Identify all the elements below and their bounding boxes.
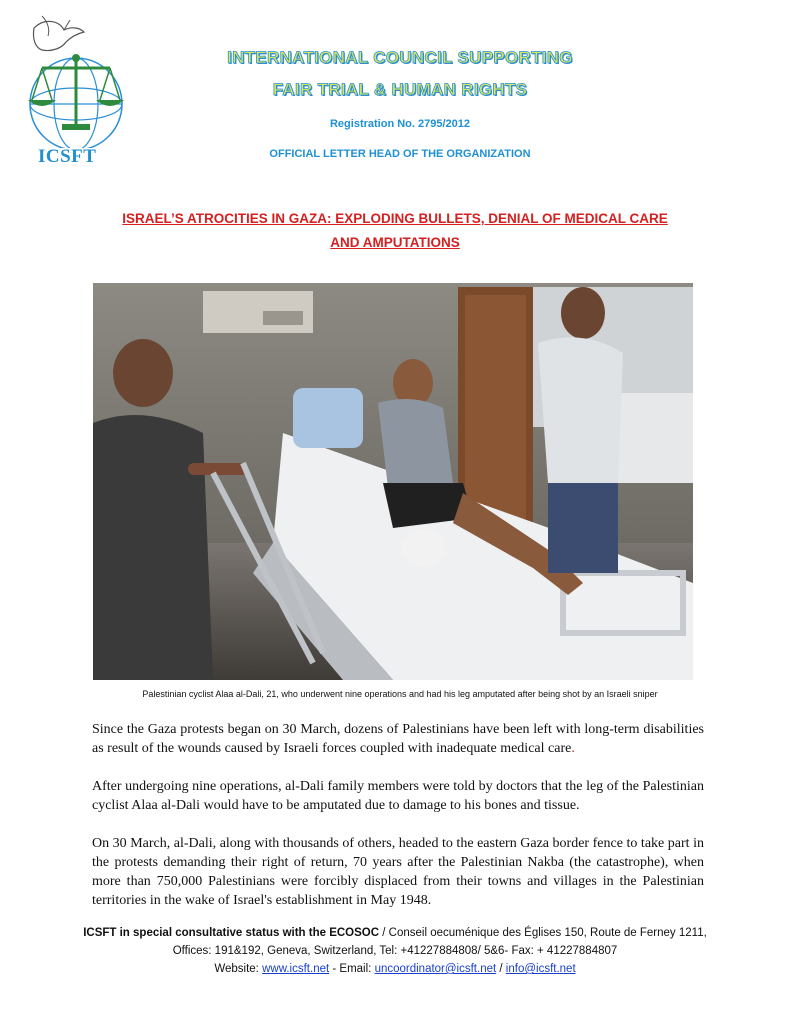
hospital-scene-image (93, 283, 693, 680)
website-link[interactable]: www.icsft.net (262, 963, 330, 975)
organization-title-line2: FAIR TRIAL & HUMAN RIGHTS (272, 80, 528, 99)
footer-separator: / (496, 963, 506, 975)
registration-number: Registration No. 2795/2012 (329, 118, 470, 130)
email-link-uncoordinator[interactable]: uncoordinator@icsft.net (374, 963, 497, 975)
footer-address: / Conseil oecuménique des Églises 150, Route de Ferney 1211, Offices: 191&192, Geneva, Switzerland, Tel: +41227884808/ 5&6- Fax: + 41227884807 (172, 927, 707, 957)
footer-email-label: - Email: (329, 963, 375, 975)
official-letterhead-label: OFFICIAL LETTER HEAD OF THE ORGANIZATION (269, 148, 531, 160)
paragraph-2: After undergoing nine operations, al-Dali family members were told by doctors that the leg of the Palestinian cyclist Alaa al-Dali would have to be amputated due to damage to his bones and tissue. (92, 779, 704, 813)
footer-consultative-status: ICSFT in special consultative status with the ECOSOC (83, 927, 380, 939)
paragraph-1 (92, 720, 704, 758)
email-link-info[interactable]: info@icsft.net (505, 963, 576, 975)
logo-text: ICSFT (38, 146, 97, 167)
paragraph-1-period: . (571, 741, 575, 756)
paragraph-3: On 30 March, al-Dali, along with thousands of others, headed to the eastern Gaza border fence to take part in the protests demanding their right of return, 70 years after the Palestinian Nakba (the catastrophe), when more than 750,000 Palestinians were forcibly displaced from their towns and villages in the Palestinian territories in the wake of Israel's establishment in May 1948. (92, 836, 704, 908)
footer-website-label: Website: (214, 963, 263, 975)
organization-title-line1: INTERNATIONAL COUNCIL SUPPORTING (227, 48, 573, 67)
article-photo (93, 283, 693, 680)
letterhead-footer (80, 924, 710, 978)
photo-caption: Palestinian cyclist Alaa al-Dali, 21, who underwent nine operations and had his leg amputated after being shot by an Israeli sniper (142, 689, 658, 699)
headline-line2: AND AMPUTATIONS (330, 235, 460, 250)
scales-globe-icon (14, 8, 134, 148)
article-headline (80, 207, 710, 255)
paragraph-1-text: Since the Gaza protests began on 30 March, dozens of Palestinians have been left with long-term disabilities as result of the wounds caused by Israeli forces coupled with inadequate medical care (92, 722, 704, 756)
headline-line1: ISRAEL’S ATROCITIES IN GAZA: EXPLODING BULLETS, DENIAL OF MEDICAL CARE (122, 211, 668, 226)
organization-logo (14, 8, 134, 168)
